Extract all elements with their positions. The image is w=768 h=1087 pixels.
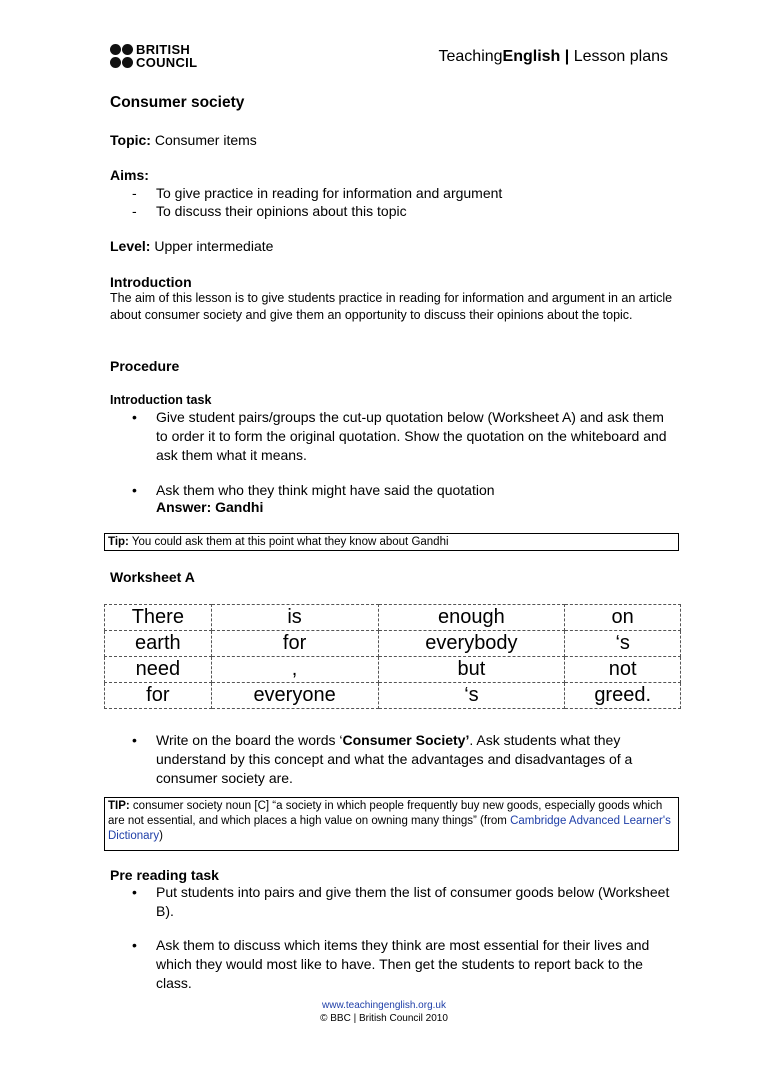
procedure-heading: Procedure xyxy=(110,358,180,374)
topic-value: Consumer items xyxy=(150,132,257,148)
answer-text: Answer: Gandhi xyxy=(156,499,264,515)
word-cell: , xyxy=(211,657,378,683)
word-cell: ‘s xyxy=(565,631,681,657)
dictionary-link[interactable]: Cambridge Advanced Learner's Dictionary xyxy=(108,815,671,842)
page-title: Consumer society xyxy=(110,94,245,111)
word-cell: earth xyxy=(105,631,212,657)
level-label: Level: xyxy=(110,238,151,254)
aims-label: Aims: xyxy=(110,167,149,183)
site-header xyxy=(439,48,669,66)
bullet-icon: • xyxy=(132,732,137,748)
pre-reading-bullet2: Ask them to discuss which items they think are most essential for their lives and which they would most like to have. Then get the students to report back to the class. xyxy=(156,937,650,991)
worksheet-a-table xyxy=(104,604,681,709)
level-line xyxy=(110,237,273,255)
introduction-text: The aim of this lesson is to give students practice in reading for information and argument in an article about consumer society and give them an opportunity to discuss their opinions about the topic. xyxy=(110,291,673,322)
pre-reading-heading: Pre reading task xyxy=(110,867,219,883)
word-cell: for xyxy=(211,631,378,657)
site-prefix: Teaching xyxy=(438,48,503,65)
intro-task-bullet2: Ask them who they think might have said the quotation xyxy=(156,482,495,498)
bullet-icon: • xyxy=(132,884,137,900)
logo-dots-icon xyxy=(110,44,132,70)
word-cell: on xyxy=(565,605,681,631)
aims-item: - To give practice in reading for information and argument xyxy=(110,184,670,202)
tip2-label: TIP: xyxy=(108,800,130,812)
topic-line xyxy=(110,131,257,149)
introduction-heading: Introduction xyxy=(110,274,192,290)
word-cell: enough xyxy=(378,605,565,631)
word-cell: not xyxy=(565,657,681,683)
intro-task-bullet1: Give student pairs/groups the cut-up quotation below (Worksheet A) and ask them to order it to form the original quotation. Show the quotation on the whiteboard and ask them what it means. xyxy=(156,409,667,463)
worksheet-a-heading: Worksheet A xyxy=(110,569,195,585)
table-row xyxy=(105,631,681,657)
header-separator: | xyxy=(560,48,574,65)
level-value: Upper intermediate xyxy=(150,238,274,254)
footer-copyright: © BBC | British Council 2010 xyxy=(320,1013,448,1024)
tip-definition-box xyxy=(104,797,679,851)
word-cell: is xyxy=(211,605,378,631)
logo-line2: COUNCIL xyxy=(136,55,198,70)
site-bold: English xyxy=(502,48,561,65)
footer-url[interactable]: www.teachingenglish.org.uk xyxy=(322,1000,446,1011)
table-row xyxy=(105,657,681,683)
logo-text xyxy=(136,43,197,69)
intro-task-heading: Introduction task xyxy=(110,393,212,407)
table-row xyxy=(105,683,681,709)
aims-item: - To discuss their opinions about this topic xyxy=(110,202,670,220)
table-row xyxy=(105,605,681,631)
pre-reading-bullet1: Put students into pairs and give them the list of consumer goods below (Worksheet B). xyxy=(156,884,670,919)
bullet-icon: • xyxy=(132,937,137,953)
word-cell: ‘s xyxy=(378,683,565,709)
british-council-logo xyxy=(110,43,220,73)
word-cell: but xyxy=(378,657,565,683)
word-cell: everybody xyxy=(378,631,565,657)
header-section: Lesson plans xyxy=(573,48,668,65)
tip2-end: ) xyxy=(159,830,163,842)
bullet3-bold: Consumer Society’ xyxy=(342,732,470,748)
word-cell: need xyxy=(105,657,212,683)
tip-label: Tip: xyxy=(108,536,129,548)
topic-label: Topic: xyxy=(110,132,151,148)
tip2-text: consumer society noun [C] “a society in which people frequently buy new goods, especially goods which are not essential, and which places a high value on owning many things” (from xyxy=(108,800,663,827)
word-cell: greed. xyxy=(565,683,681,709)
logo-line1: BRITISH xyxy=(136,42,191,57)
tip-box xyxy=(104,533,679,551)
bullet-icon: • xyxy=(132,409,137,425)
word-cell: There xyxy=(105,605,212,631)
tip-text: You could ask them at this point what they know about Gandhi xyxy=(128,536,449,548)
aims-list xyxy=(110,184,670,220)
bullet-icon: • xyxy=(132,482,137,498)
bullet3-post: . Ask students what they understand by this concept and what the advantages and disadvantages of a consumer society are. xyxy=(156,732,633,786)
word-cell: for xyxy=(105,683,212,709)
consumer-society-bullet xyxy=(156,731,676,788)
bullet3-pre: Write on the board the words ‘ xyxy=(156,732,343,748)
word-cell: everyone xyxy=(211,683,378,709)
